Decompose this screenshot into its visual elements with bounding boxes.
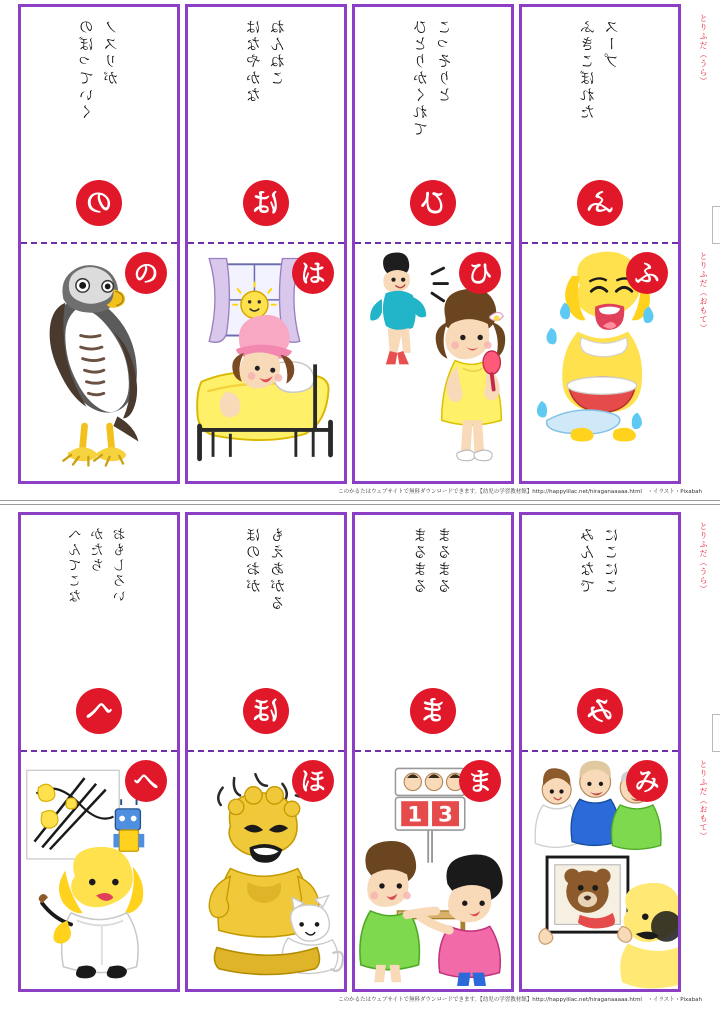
card-fu[interactable]	[519, 4, 681, 484]
side-label-back-top: とりふだ（うら）	[699, 14, 708, 86]
side-label-front-bottom: とりふだ（おもて）	[699, 760, 708, 841]
verse-ma	[355, 527, 511, 686]
verse-line: にこにこ	[603, 527, 621, 595]
kana-badge-front: の	[125, 252, 167, 294]
card-front-he	[21, 752, 177, 989]
kana-badge-front: ま	[459, 760, 501, 802]
card-back-ha	[188, 7, 344, 244]
verse-line: みんなで	[578, 527, 597, 595]
sheet-top	[10, 4, 710, 496]
verse-line: ふきこぼれた	[578, 19, 597, 121]
sheet-bottom	[10, 512, 710, 1004]
verse-fu	[522, 19, 678, 178]
card-ho[interactable]	[185, 512, 347, 992]
verse-line: ねんねこ	[269, 19, 287, 87]
verse-line: まるまる	[411, 527, 430, 595]
side-label-front-top: とりふだ（おもて）	[699, 252, 708, 333]
verse-ha	[188, 19, 344, 178]
kana-badge-back: ほ	[243, 688, 289, 734]
kana-badge-front: ほ	[292, 760, 334, 802]
card-front-ma	[355, 752, 511, 989]
verse-line: もえあがる	[269, 527, 287, 612]
card-back-ma	[355, 515, 511, 752]
credit-top: このかるたはウェブサイトで無料ダウンロードできます。【幼児の学習教材館】http://happylilac.net/hiraganaaaaa.html ・イラスト・Pixabah	[338, 489, 702, 495]
kana-badge-back: ひ	[410, 180, 456, 226]
card-front-ho	[188, 752, 344, 989]
svg-text:1: 1	[407, 801, 423, 827]
kana-badge-back: ふ	[577, 180, 623, 226]
verse-no	[21, 19, 177, 178]
kana-badge-front: ふ	[626, 252, 668, 294]
card-back-ho	[188, 515, 344, 752]
kana-badge-front: み	[626, 760, 668, 802]
card-back-hi	[355, 7, 511, 244]
svg-text:3: 3	[438, 801, 453, 827]
verse-line: ノスリが	[102, 19, 120, 87]
kana-badge-back: の	[76, 180, 122, 226]
side-label-back-bottom: とりふだ（うら）	[699, 522, 708, 594]
card-back-mi	[522, 515, 678, 752]
card-grid-top	[18, 4, 690, 484]
kana-badge-front: ひ	[459, 252, 501, 294]
card-front-no	[21, 244, 177, 481]
page-margin-tick	[712, 714, 720, 752]
verse-hi	[355, 19, 511, 178]
kana-badge-back: み	[577, 688, 623, 734]
verse-line: かたち	[90, 527, 107, 574]
verse-line: おもしろい	[113, 527, 130, 605]
card-mi[interactable]	[519, 512, 681, 992]
verse-line: まるまる	[436, 527, 454, 595]
kana-badge-front: は	[292, 252, 334, 294]
card-hi[interactable]	[352, 4, 514, 484]
page-margin-tick	[712, 206, 720, 244]
card-back-fu	[522, 7, 678, 244]
card-front-fu	[522, 244, 678, 481]
card-no[interactable]	[18, 4, 180, 484]
verse-line: へんてこな	[68, 527, 85, 605]
verse-line: はなやかな	[244, 19, 263, 104]
kana-badge-back: ま	[410, 688, 456, 734]
verse-line: ひとりかくれて	[411, 19, 430, 138]
card-front-ha	[188, 244, 344, 481]
sheet-divider	[0, 500, 720, 501]
card-ha[interactable]	[185, 4, 347, 484]
card-ma[interactable]	[352, 512, 514, 992]
card-back-no	[21, 7, 177, 244]
kana-badge-back: へ	[76, 688, 122, 734]
verse-ho	[188, 527, 344, 686]
verse-line: スープ	[603, 19, 621, 70]
card-he[interactable]	[18, 512, 180, 992]
card-front-mi	[522, 752, 678, 989]
verse-line: ほのおが	[244, 527, 263, 595]
card-back-he	[21, 515, 177, 752]
sheet-divider	[0, 504, 720, 505]
kana-badge-front: へ	[125, 760, 167, 802]
verse-he	[21, 527, 177, 686]
card-front-hi	[355, 244, 511, 481]
credit-bottom: このかるたはウェブサイトで無料ダウンロードできます。【幼児の学習教材館】http://happylilac.net/hiraganaaaaa.html ・イラスト・Pixabah	[338, 997, 702, 1003]
verse-line: こっそりと	[436, 19, 454, 104]
kana-badge-back: は	[243, 180, 289, 226]
verse-mi	[522, 527, 678, 686]
verse-line: のぼっていく	[77, 19, 96, 121]
card-grid-bottom	[18, 512, 690, 992]
